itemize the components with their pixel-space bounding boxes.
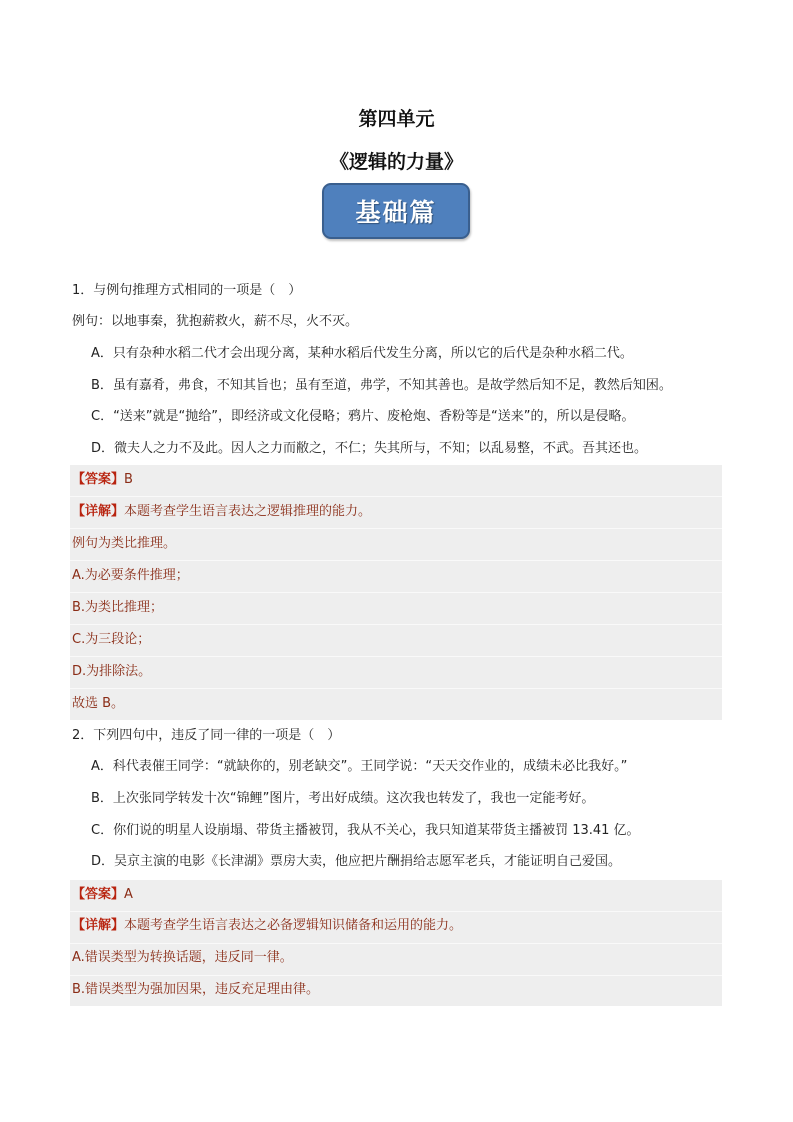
level-badge-label: 基础篇	[355, 198, 437, 227]
answer-value: A	[124, 887, 133, 902]
question-2-option-d: D．吴京主演的电影《长津湖》票房大卖，他应把片酬捐给志愿军老兵，才能证明自己爱国。	[91, 854, 622, 869]
level-badge	[322, 183, 470, 239]
detail-tag: 【详解】	[72, 918, 125, 933]
question-2-option-b: B．上次张同学转发十次“锦鲤”图片，考出好成绩。这次我也转发了，我也一定能考好。	[91, 791, 595, 806]
detail-tag: 【详解】	[72, 504, 125, 519]
unit-title: 第四单元	[358, 108, 435, 130]
question-1-option-d: D．微夫人之力不及此。因人之力而敝之，不仁；失其所与，不知；以乱易整，不武。吾其还也。	[91, 441, 648, 456]
question-1-detail	[72, 503, 371, 521]
question-1-explanation: 例句为类比推理。	[72, 536, 177, 551]
question-1-explanation: B.为类比推理；	[72, 600, 164, 615]
question-2-explanation: B.错误类型为强加因果，违反充足理由律。	[72, 982, 320, 997]
question-2-stem: 2．下列四句中，违反了同一律的一项是（ ）	[72, 728, 341, 743]
question-1-stem: 1．与例句推理方式相同的一项是（ ）	[72, 283, 302, 298]
question-1-explanation: 故选 B。	[72, 696, 125, 711]
detail-text: 本题考查学生语言表达之必备逻辑知识储备和运用的能力。	[124, 918, 463, 933]
answer-value: B	[124, 472, 133, 487]
answer-tag: 【答案】	[72, 472, 125, 487]
question-1-explanation: D.为排除法。	[72, 664, 152, 679]
question-1-explanation: C.为三段论；	[72, 632, 151, 647]
question-2-option-c: C．你们说的明星人设崩塌、带货主播被罚，我从不关心，我只知道某带货主播被罚 13.41 亿。	[91, 823, 640, 838]
question-1-option-a: A．只有杂种水稻二代才会出现分离，某种水稻后代发生分离，所以它的后代是杂种水稻二代。	[91, 346, 633, 361]
question-1-explanation: A.为必要条件推理；	[72, 568, 189, 583]
answer-tag: 【答案】	[72, 887, 125, 902]
book-title: 《逻辑的力量》	[329, 151, 463, 173]
question-1-answer	[72, 471, 133, 489]
detail-text: 本题考查学生语言表达之逻辑推理的能力。	[124, 504, 372, 519]
question-1-example: 例句：以地事秦，犹抱薪救火，薪不尽，火不灭。	[72, 314, 359, 329]
question-1-option-b: B．虽有嘉肴，弗食，不知其旨也；虽有至道，弗学，不知其善也。是故学然后知不足，教然后知困。	[91, 378, 672, 393]
question-2-answer	[72, 886, 133, 904]
question-2-explanation: A.错误类型为转换话题，违反同一律。	[72, 950, 293, 965]
question-2-detail	[72, 917, 462, 935]
question-2-option-a: A．科代表催王同学：“就缺你的，别老缺交”。王同学说：“天天交作业的，成绩未必比我好。”	[91, 759, 628, 774]
question-1-option-c: C．“送来”就是“抛给”，即经济或文化侵略；鸦片、废枪炮、香粉等是“送来”的，所以是侵略。	[91, 409, 635, 424]
